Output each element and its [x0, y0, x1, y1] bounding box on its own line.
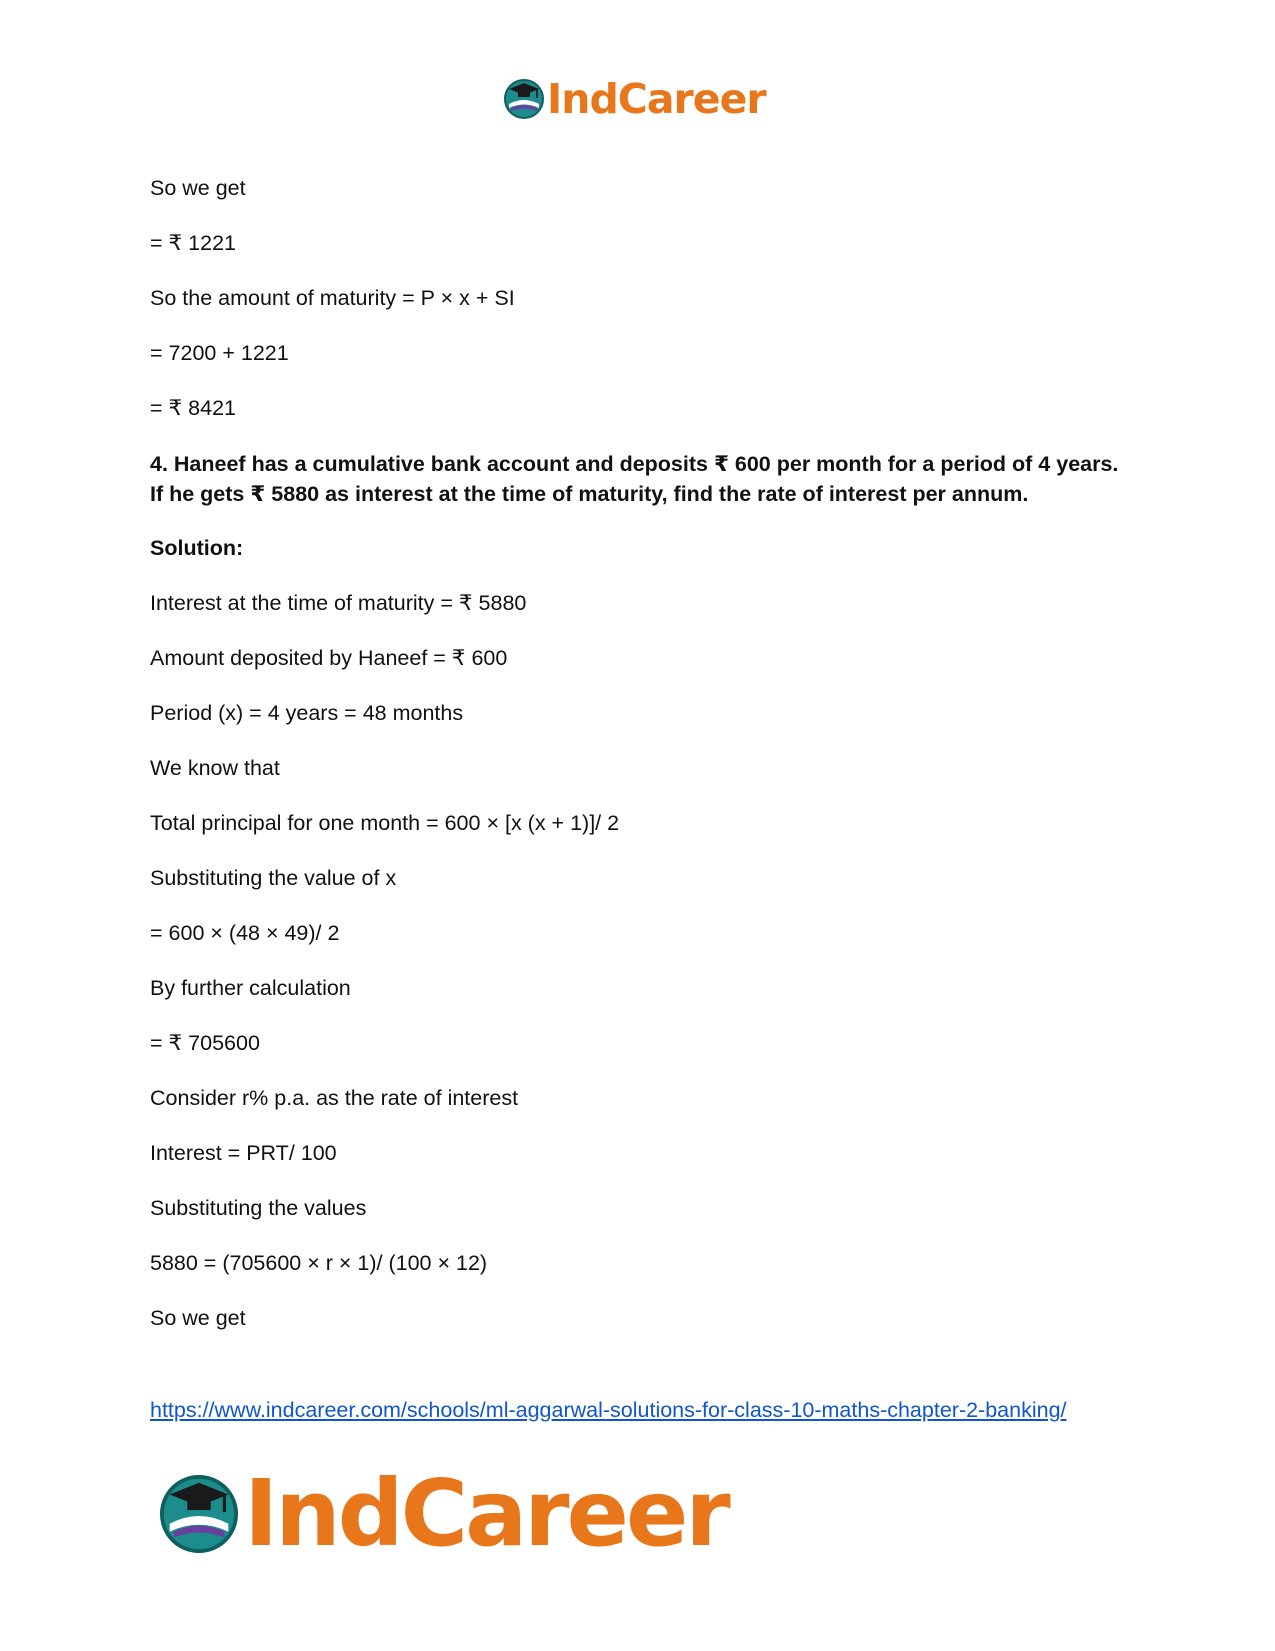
text-line: Substituting the value of x	[150, 866, 397, 890]
logo-wordmark: IndCareer	[547, 74, 766, 123]
text-line: Total principal for one month = 600 × [x (x + 1)]/ 2	[150, 811, 620, 835]
text-line: = 7200 + 1221	[150, 341, 289, 365]
header-logo	[503, 74, 766, 123]
solution-heading: Solution:	[150, 536, 244, 560]
text-line: So the amount of maturity = P × x + SI	[150, 286, 515, 310]
text-line: 5880 = (705600 × r × 1)/ (100 × 12)	[150, 1251, 488, 1275]
text-line: = 600 × (48 × 49)/ 2	[150, 921, 340, 945]
text-line: Interest = PRT/ 100	[150, 1141, 337, 1165]
logo-wordmark: IndCareer	[244, 1460, 728, 1567]
question-text: 4. Haneef has a cumulative bank account and deposits ₹ 600 per month for a period of 4 years. If he gets ₹ 5880 as interest at the time of maturity, find the rate of interest per annum.	[150, 452, 1119, 506]
text-line: So we get	[150, 1306, 246, 1330]
footer-logo	[158, 1460, 728, 1567]
text-line: We know that	[150, 756, 280, 780]
text-line: = ₹ 705600	[150, 1031, 260, 1055]
text-line: So we get	[150, 176, 246, 200]
graduation-cap-book-globe-icon	[503, 78, 545, 120]
text-line: = ₹ 8421	[150, 396, 237, 420]
text-line: Amount deposited by Haneef = ₹ 600	[150, 646, 508, 670]
text-line: By further calculation	[150, 976, 351, 1000]
document-body	[150, 174, 1130, 1359]
text-line: Consider r% p.a. as the rate of interest	[150, 1086, 519, 1110]
source-url-link[interactable]: https://www.indcareer.com/schools/ml-aggarwal-solutions-for-class-10-maths-chapter-2-banking/	[150, 1398, 1067, 1422]
text-line: Interest at the time of maturity = ₹ 5880	[150, 591, 527, 615]
text-line: = ₹ 1221	[150, 231, 237, 255]
text-line: Substituting the values	[150, 1196, 367, 1220]
graduation-cap-book-globe-icon	[158, 1473, 240, 1555]
text-line: Period (x) = 4 years = 48 months	[150, 701, 464, 725]
